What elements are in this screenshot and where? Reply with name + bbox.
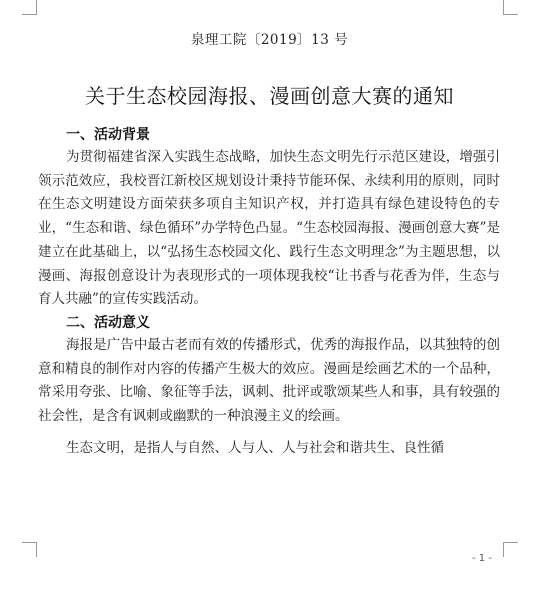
trailing-paragraph: 生态文明，是指人与自然、人与人、人与社会和谐共生、良性循 xyxy=(66,439,444,456)
section-paragraph-background: 为贯彻福建省深入实践生态战略，加快生态文明先行示范区建设，增强引领示范效应，我校晋江新校区规划设计秉持节能环保、永续利用的原则，同时在生态文明建设方面荣获多项自主知识产权，并打造具有绿色建设特色的专业，“生态和谐、绿色循环”办学特色凸显。“生态校园海报、漫画创意大赛”是建立在此基础上，以“弘扬生态校园文化、践行生态文明理念”为主题思想，以漫画、海报创意设计为表现形式的一项体现我校“让书香与花香为伴，生态与育人共融”的宣传实践活动。 xyxy=(38,149,500,308)
crop-mark-top-right xyxy=(503,0,518,15)
page-number: - 1 - xyxy=(472,553,492,564)
section-paragraph-significance: 海报是广告中最古老而有效的传播形式，优秀的海报作品，以其独特的创意和精良的制作对内容的传播产生极大的效应。漫画是绘画艺术的一个品种，常采用夸张、比喻、象征等手法，讽刺、批评或歌颂某些人和事，具有较强的社会性，是含有讽刺或幽默的一种浪漫主义的绘画。 xyxy=(38,336,500,425)
crop-mark-bottom-left xyxy=(22,542,37,557)
crop-mark-top-left xyxy=(22,0,37,15)
document-body xyxy=(38,124,500,460)
section-heading-background: 一、活动背景 xyxy=(66,127,150,143)
section-heading-significance: 二、活动意义 xyxy=(66,314,150,331)
crop-mark-bottom-right xyxy=(503,542,518,557)
document-title: 关于生态校园海报、漫画创意大赛的通知 xyxy=(85,84,454,108)
document-number: 泉理工院〔2019〕13 号 xyxy=(190,32,349,48)
